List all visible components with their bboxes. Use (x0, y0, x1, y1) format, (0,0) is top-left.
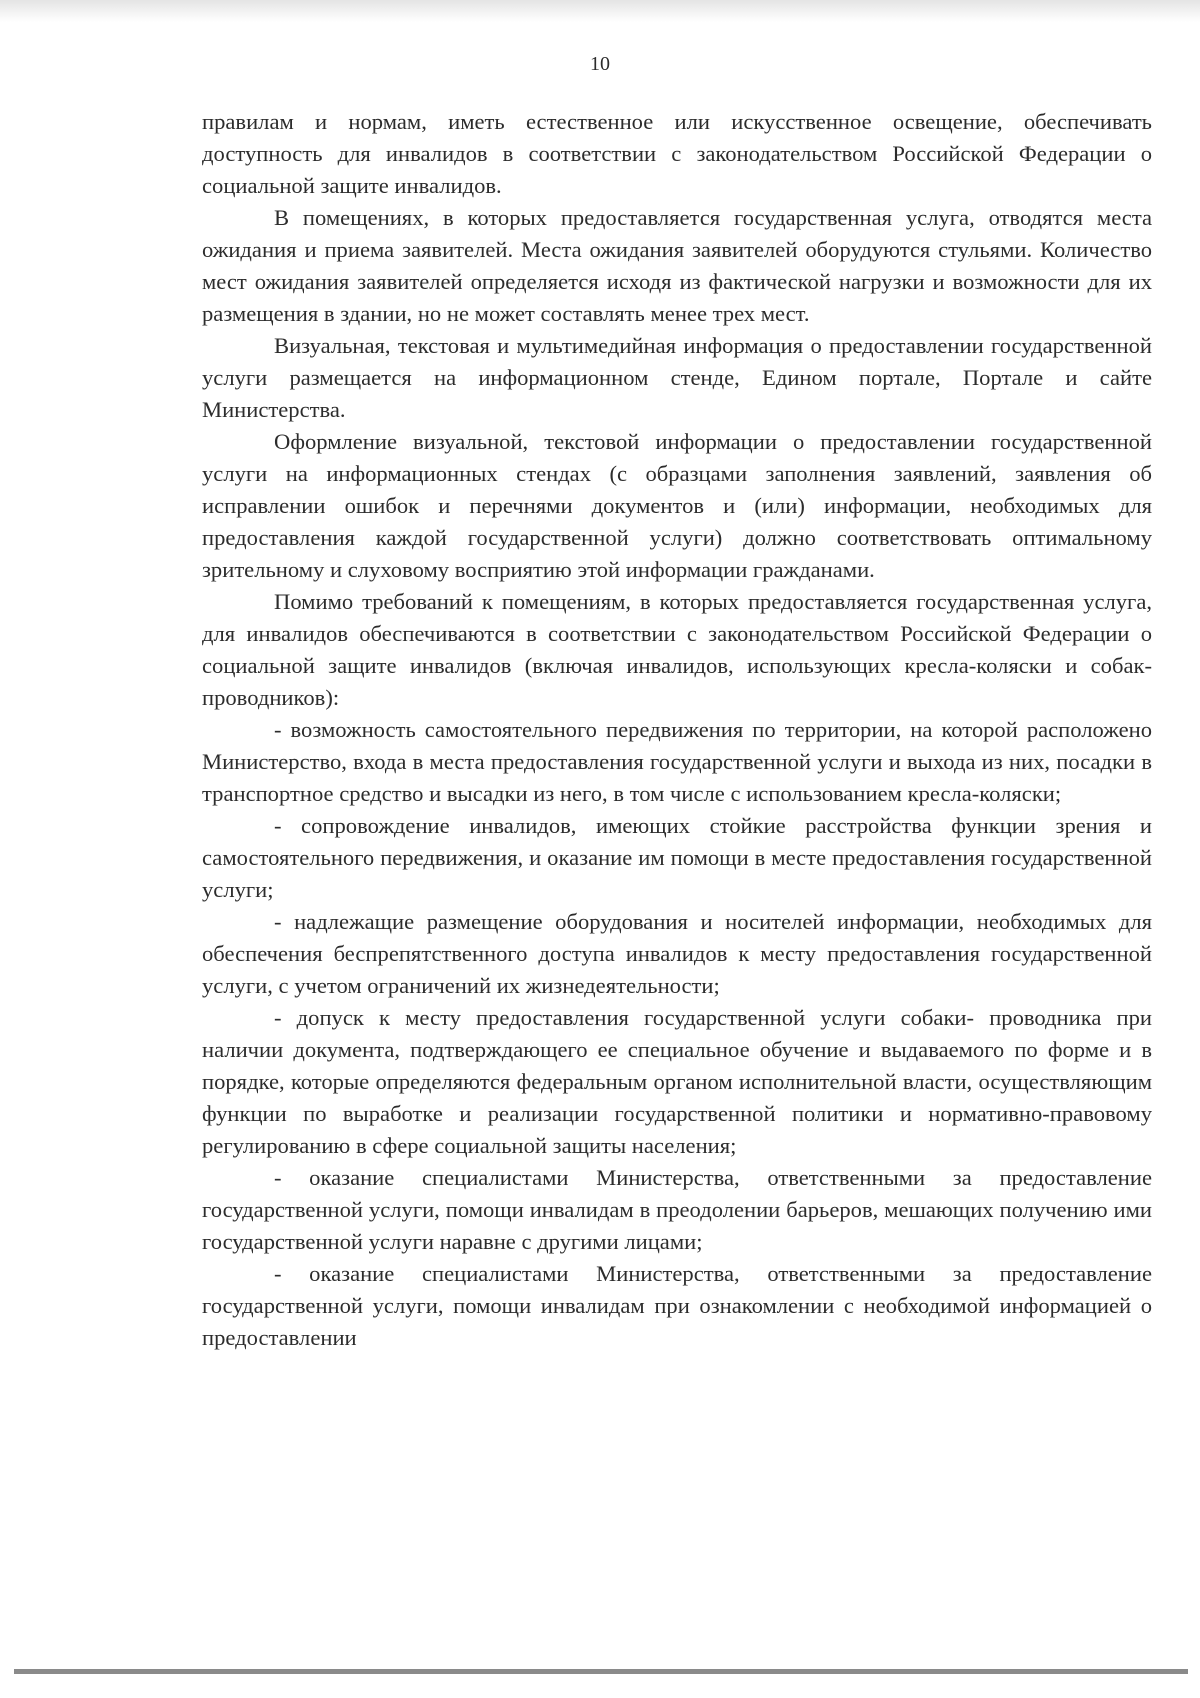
text-line: государственная услуга, для инвалидов обеспечиваются в соответствии (202, 589, 1152, 646)
text-line: с законодательством Российской Федерации о социальной защите инвалидов. (202, 141, 1152, 198)
text-line: В помещениях, в которых предоставляется государственная услуга, (274, 205, 975, 230)
text-line: зрения и самостоятельного передвижения, и оказание им помощи в месте (202, 813, 1152, 870)
text-line: о предоставлении государственной услуги размещается на информационном (202, 333, 1152, 390)
list-item-barrier-assistance (202, 1162, 1152, 1258)
text-line: Помимо требований к помещениям, в которых предоставляется (274, 589, 908, 614)
list-item-guide-dog (202, 1002, 1152, 1162)
list-item-movement (202, 714, 1152, 810)
text-line: с законодательством Российской Федерации о социальной защите инвалидов (202, 621, 1152, 678)
text-line: необходимых для обеспечения беспрепятственного доступа инвалидов (202, 909, 1152, 966)
text-line: обучение и выдаваемого по форме и в порядке, которые определяются (202, 1037, 1152, 1094)
text-line: документов и (или) информации, необходимых для предоставления каждой (202, 493, 1152, 550)
text-line: Оформление визуальной, текстовой информации о предоставлении (274, 429, 975, 454)
text-line: федеральным органом исполнительной власти, осуществляющим функции по (202, 1069, 1152, 1126)
page-number: 10 (590, 53, 610, 75)
text-line: оборудуются стульями. Количество мест ожидания заявителей определяется (202, 237, 1153, 294)
text-line: государственной услуги на информационных стендах (с образцами (202, 429, 1152, 486)
text-line: предоставления государственной услуги; (202, 845, 1152, 902)
scan-bottom-rule (14, 1669, 1188, 1674)
text-line: но не может составлять менее трех мест. (417, 301, 810, 326)
text-line: выработке и реализации государственной политики и нормативно-правовому (342, 1101, 1152, 1126)
list-item-info-assistance (202, 1258, 1152, 1354)
text-line: которой расположено Министерство, входа в места предоставления (202, 717, 1153, 774)
list-item-equipment (202, 906, 1152, 1002)
paragraph-lighting-accessibility (202, 106, 1152, 202)
paragraph-waiting-places (202, 202, 1152, 330)
document-body (202, 106, 1152, 1354)
text-line: и высадки из него, в том числе с использованием кресла-коляски; (429, 781, 1062, 806)
scan-edge-shadow (0, 0, 1200, 22)
paragraph-multimedia-info (202, 330, 1152, 426)
text-line: - надлежащие размещение оборудования и носителей информации, (274, 909, 965, 934)
text-line: барьеров, мешающих получению ими государственной услуги наравне (202, 1197, 1152, 1254)
text-line: с другими лицами; (521, 1229, 703, 1254)
text-line: правилам и нормам, иметь естественное или искусственное освещение, (202, 109, 1003, 134)
text-line: обеспечивать доступность для инвалидов в соответствии (202, 109, 1152, 166)
text-line: - оказание специалистами Министерства, ответственными за (274, 1165, 972, 1190)
text-line: - допуск к месту предоставления государственной услуги собаки- (274, 1005, 975, 1030)
text-line: - сопровождение инвалидов, имеющих стойкие расстройства функции (274, 813, 1036, 838)
text-line: исходя из фактической нагрузки и возможности для их размещения в здании, (202, 269, 1152, 326)
text-line: - возможность самостоятельного передвижения по территории, на (274, 717, 933, 742)
paragraph-info-stands (202, 426, 1152, 586)
text-line: предоставление государственной услуги, помощи инвалидам в преодолении (202, 1165, 1153, 1222)
text-line: жизнедеятельности; (525, 973, 720, 998)
text-line: заполнения заявлений, заявления об исправлении ошибок и перечнями (202, 461, 1152, 518)
text-line: (включая инвалидов, использующих кресла-коляски и собак-проводников): (202, 653, 1152, 710)
text-line: отводятся места ожидания и приема заявителей. Места ожидания заявителей (202, 205, 1152, 262)
text-line: Визуальная, текстовая и мультимедийная информация (274, 333, 804, 358)
text-line: государственной услуги и выхода из них, посадки в транспортное средство (202, 749, 1152, 806)
text-line: проводника при наличии документа, подтверждающего ее специальное (202, 1005, 1152, 1062)
text-line: при ознакомлении с необходимой информацией о предоставлении (202, 1293, 1152, 1350)
text-line: предоставление государственной услуги, помощи инвалидам (202, 1261, 1153, 1318)
text-line: зрительному и слуховому восприятию этой информации гражданами. (202, 557, 875, 582)
list-item-escort (202, 810, 1152, 906)
text-line: к месту предоставления государственной услуги, с учетом ограничений их (202, 941, 1152, 998)
text-line: государственной услуги) должно соответствовать оптимальному (467, 525, 1152, 550)
text-line: - оказание специалистами Министерства, ответственными за (274, 1261, 972, 1286)
paragraph-disabled-requirements (202, 586, 1152, 714)
text-line: стенде, Едином портале, Портале и сайте Министерства. (202, 365, 1152, 422)
text-line: регулированию в сфере социальной защиты населения; (202, 1133, 737, 1158)
